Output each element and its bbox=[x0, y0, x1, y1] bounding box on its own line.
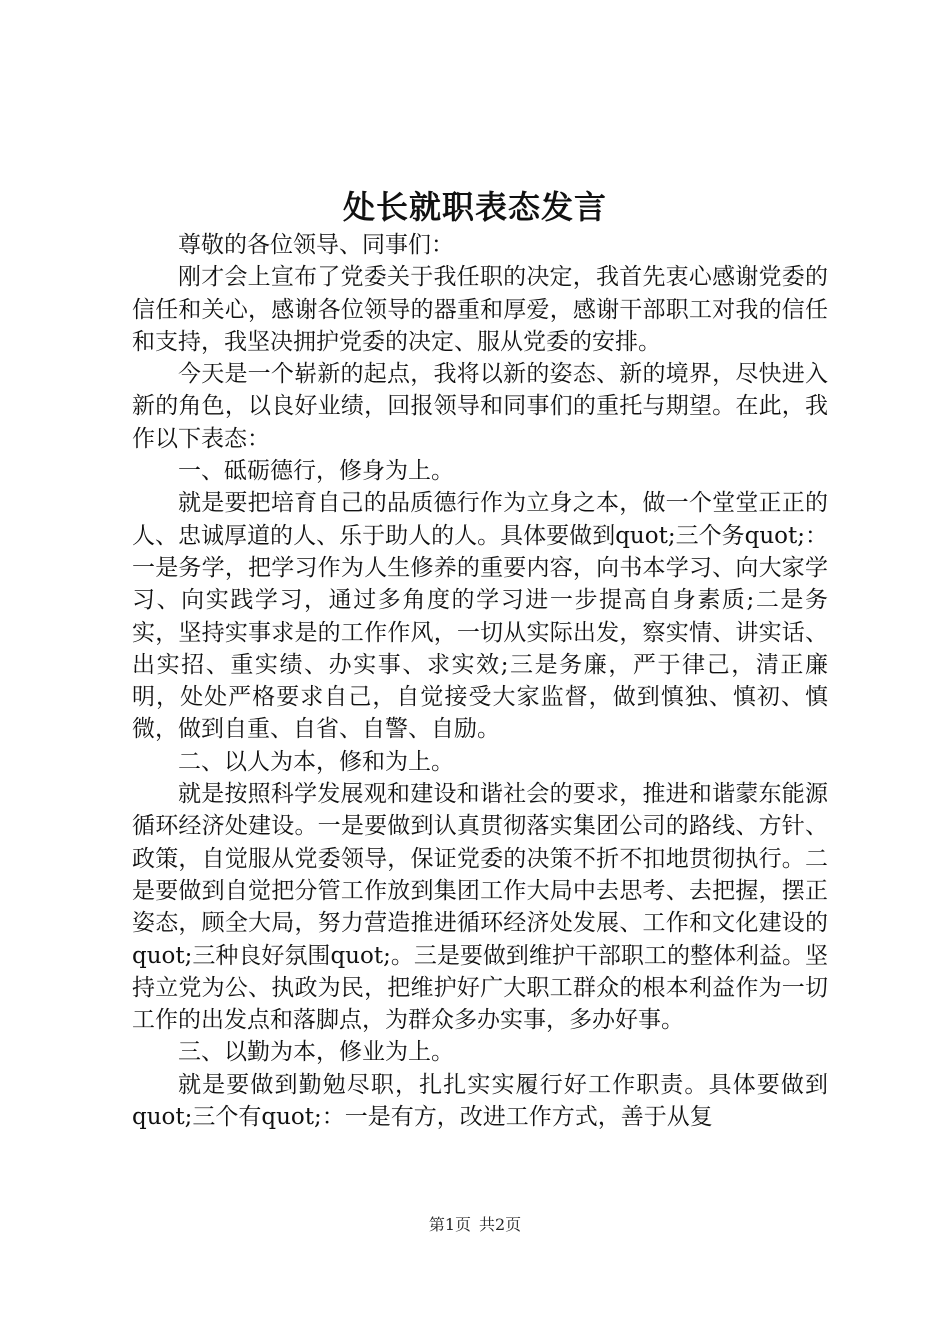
paragraph: 就是按照科学发展观和建设和谐社会的要求，推进和谐蒙东能源循环经济处建设。一是要做到认真贯彻落实集团公司的路线、方针、政策，自觉服从党委领导，保证党委的决策不折不扣地贯彻执行。二是要做到自觉把分管工作放到集团工作大局中去思考、去把握，摆正姿态，顾全大局，努力营造推进循环经济处发展、工作和文化建设的quot;三种良好氛围quot;。三是要做到维护干部职工的整体利益。坚持立党为公、执政为民，把维护好广大职工群众的根本利益作为一切工作的出发点和落脚点，为群众多办实事，多办好事。 bbox=[132, 781, 828, 1034]
page-number: 第1页 bbox=[428, 1215, 471, 1234]
section-heading: 三、以勤为本，修业为上。 bbox=[178, 1039, 454, 1066]
page-footer bbox=[0, 1213, 950, 1237]
paragraph: 刚才会上宣布了党委关于我任职的决定，我首先衷心感谢党委的信任和关心，感谢各位领导的器重和厚爱，感谢干部职工对我的信任和支持，我坚决拥护党委的决定、服从党委的安排。 bbox=[132, 264, 828, 355]
salutation: 尊敬的各位领导、同事们： bbox=[178, 232, 454, 258]
paragraph: 就是要把培育自己的品质德行作为立身之本，做一个堂堂正正的人、忠诚厚道的人、乐于助人的人。具体要做到quot;三个务quot;：一是务学，把学习作为人生修养的重要内容，向书本学习、向大家学习、向实践学习，通过多角度的学习进一步提高自身素质;二是务实，坚持实事求是的工作作风，一切从实际出发，察实情、讲实话、出实招、重实绩、办实事、求实效;三是务廉，严于律己，清正廉明，处处严格要求自己，自觉接受大家监督，做到慎独、慎初、慎微，做到自重、自省、自警、自励。 bbox=[132, 490, 828, 743]
document-title: 处长就职表态发言 bbox=[342, 188, 607, 226]
paragraph: 就是要做到勤勉尽职，扎扎实实履行好工作职责。具体要做到quot;三个有quot;：一是有方，改进工作方式，善于从复 bbox=[132, 1071, 828, 1131]
document-body bbox=[132, 229, 828, 1133]
page-total: 共2页 bbox=[479, 1215, 522, 1234]
section-heading: 一、砥砺德行，修身为上。 bbox=[178, 458, 454, 485]
section-heading: 二、以人为本，修和为上。 bbox=[178, 748, 454, 775]
paragraph: 今天是一个崭新的起点，我将以新的姿态、新的境界，尽快进入新的角色，以良好业绩，回报领导和同事们的重托与期望。在此，我作以下表态： bbox=[132, 361, 828, 452]
